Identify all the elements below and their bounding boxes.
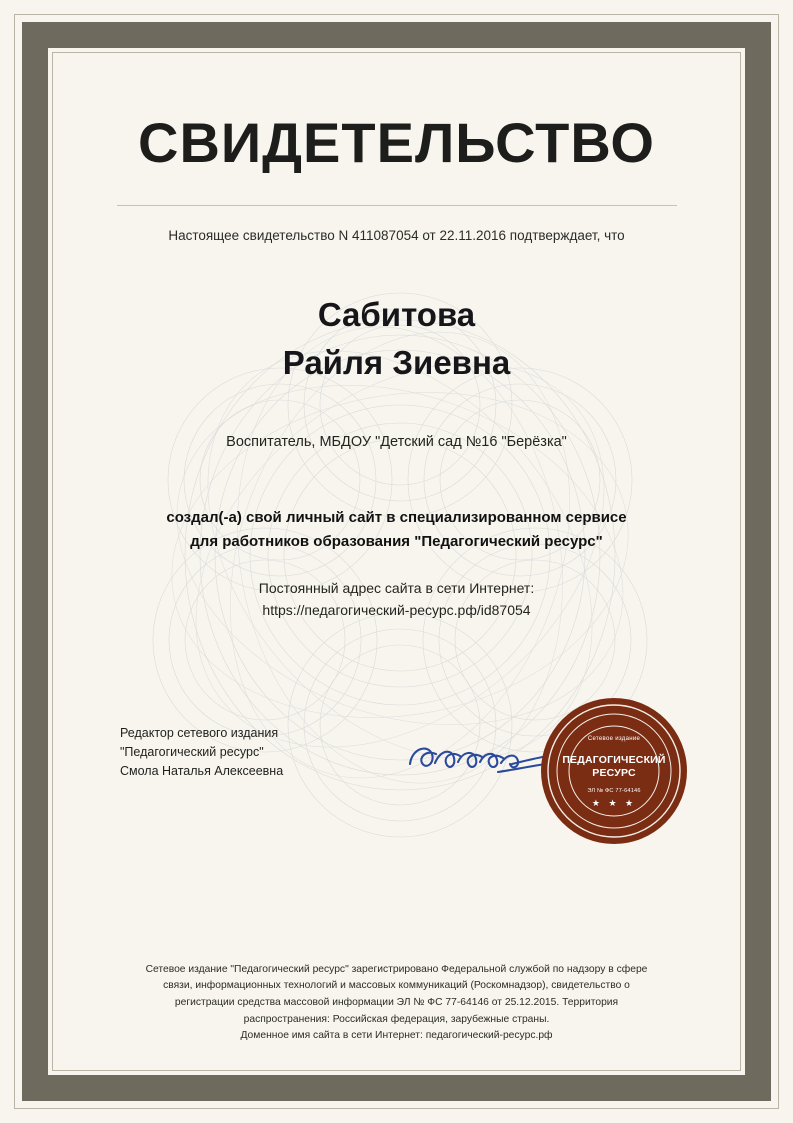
footer-line-3: регистрации средства массовой информации ЭЛ № ФС 77-64146 от 25.12.2015. Территория <box>174 996 619 1008</box>
footer-legal-text <box>106 962 687 1045</box>
statement-text <box>62 506 731 553</box>
meander-border-left <box>22 22 48 1101</box>
recipient-position: Воспитатель, МБДОУ "Детский сад №16 "Берёзка" <box>226 434 567 451</box>
title-divider <box>117 205 677 206</box>
stamp-main-line-1: ПЕДАГОГИЧЕСКИЙ <box>562 754 666 766</box>
meander-border-top <box>22 22 771 48</box>
certificate-content <box>62 62 731 1061</box>
stamp-main-text <box>539 754 689 780</box>
stamp-registration-number: ЭЛ № ФС 77-64146 <box>587 788 641 794</box>
page-title: СВИДЕТЕЛЬСТВО <box>138 111 655 174</box>
site-address-url[interactable]: https://педагогический-ресурс.рф/id87054 <box>262 602 531 619</box>
footer-line-2: связи, информационных технологий и массовых коммуникаций (Роскомнадзор), свидетельство о <box>163 980 630 992</box>
editor-credentials <box>120 724 283 780</box>
statement-line-2: для работников образования "Педагогический ресурс" <box>190 532 603 550</box>
editor-line-2: "Педагогический ресурс" <box>120 744 264 759</box>
footer-line-4: распространения: Российская федерация, зарубежные страны. <box>243 1013 550 1025</box>
stamp-stars: ★ ★ ★ <box>591 798 637 808</box>
site-address-block <box>62 577 731 622</box>
meander-border-right <box>745 22 771 1101</box>
footer-line-1: Сетевое издание "Педагогический ресурс" зарегистрировано Федеральной службой по надзору в сфере <box>145 963 648 975</box>
signature-row <box>120 710 701 850</box>
stamp-text <box>539 696 689 846</box>
recipient-name <box>62 291 731 387</box>
meander-border-bottom <box>22 1075 771 1101</box>
stamp-main-line-2: РЕСУРС <box>592 767 636 780</box>
recipient-givenname: Райля Зиевна <box>282 343 511 381</box>
footer-line-5: Доменное имя сайта в сети Интернет: педагогический-ресурс.рф <box>240 1030 553 1042</box>
editor-line-1: Редактор сетевого издания <box>120 726 279 740</box>
site-address-label: Постоянный адрес сайта в сети Интернет: <box>258 579 535 596</box>
preamble-text: Настоящее свидетельство N 411087054 от 22.11.2016 подтверждает, что <box>168 227 625 243</box>
statement-line-1: создал(-а) свой личный сайт в специализированном сервисе <box>166 509 627 527</box>
official-stamp <box>539 696 689 846</box>
stamp-top-text: Сетевое издание <box>587 736 641 742</box>
recipient-surname: Сабитова <box>317 295 476 333</box>
editor-line-3: Смола Наталья Алексеевна <box>120 763 284 778</box>
